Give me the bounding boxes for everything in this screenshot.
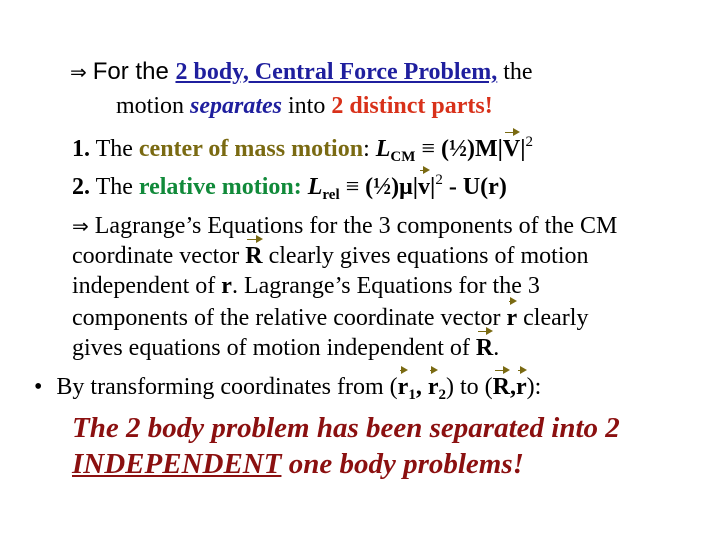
vector-r2: r xyxy=(427,374,439,400)
intro-motion-text: motion xyxy=(116,93,191,119)
vector-r: r xyxy=(515,374,527,400)
intro-into-text: into xyxy=(282,93,332,119)
lagrange-line-2 xyxy=(72,242,589,270)
lagrange-line-3 xyxy=(72,272,540,300)
lagrange-text: gives equations of motion independent of xyxy=(72,335,476,361)
lagrange-line-1 xyxy=(72,212,617,240)
rel-subscript: rel xyxy=(322,187,340,203)
vector-r: r xyxy=(506,305,518,331)
lagrange-text: independent of xyxy=(72,273,222,299)
vector-R: R xyxy=(475,335,494,361)
half-m-text: (½)M| xyxy=(440,136,503,162)
square-superscript: 2 xyxy=(435,172,443,188)
lagrange-text: Lagrange’s Equations for the 3 components of the CM xyxy=(88,213,618,239)
comma: , xyxy=(415,374,428,400)
vector-R: R xyxy=(245,243,263,269)
lagrange-text: clearly gives equations of motion xyxy=(262,243,589,269)
separates-word: separates xyxy=(190,93,283,119)
conclusion-text: one body problems! xyxy=(281,448,524,480)
item-2-number: 2. xyxy=(72,174,90,200)
intro-text: For the xyxy=(92,58,176,85)
problem-highlight: 2 body, Central Force Problem, xyxy=(175,59,498,85)
distinct-parts-text: 2 distinct parts! xyxy=(331,93,493,119)
subscript-1: 1 xyxy=(408,387,416,403)
half-mu-text: (½)μ| xyxy=(365,174,419,200)
intro-text-end: the xyxy=(497,59,533,85)
equiv-symbol: ≡ xyxy=(339,174,366,200)
equiv-symbol: ≡ xyxy=(415,136,441,162)
conclusion-line-2 xyxy=(72,446,620,482)
center-of-mass-label: center of mass motion xyxy=(138,136,364,162)
r-symbol: r xyxy=(221,273,232,299)
lagrangian-symbol: L xyxy=(307,174,323,200)
item-1-text: The xyxy=(90,136,139,162)
bullet-dot: • xyxy=(34,374,43,400)
intro-line-1 xyxy=(70,58,533,86)
bullet-line xyxy=(34,373,541,401)
lagrange-text: . Lagrange’s Equations for the 3 xyxy=(231,273,540,299)
cm-subscript: CM xyxy=(390,149,416,165)
independent-word: INDEPENDENT xyxy=(72,448,282,480)
item-1-colon: : xyxy=(363,136,376,162)
bullet-end: ): xyxy=(526,374,542,400)
item-1-number: 1. xyxy=(72,136,90,162)
abs-bar: | xyxy=(520,136,526,162)
item-1 xyxy=(72,135,533,163)
conclusion-line-1: The 2 body problem has been separated into 2 xyxy=(72,412,620,444)
subscript-2: 2 xyxy=(438,387,446,403)
lagrange-text: . xyxy=(493,335,500,361)
relative-motion-label: relative motion: xyxy=(138,174,302,200)
abs-bar: | xyxy=(430,174,436,200)
vector-r1: r xyxy=(397,374,409,400)
implies-arrow-icon: ⇒ xyxy=(70,60,87,84)
bullet-to-text: ) to ( xyxy=(445,374,493,400)
potential-term: - U(r) xyxy=(442,174,507,200)
vector-V: V xyxy=(502,136,521,162)
item-2 xyxy=(72,173,507,201)
comma: , xyxy=(509,374,516,400)
square-superscript: 2 xyxy=(525,134,534,150)
vector-R: R xyxy=(492,374,510,400)
lagrange-text: coordinate vector xyxy=(72,243,246,269)
lagrange-text: components of the relative coordinate vector xyxy=(72,305,507,331)
lagrange-text: clearly xyxy=(517,305,589,331)
implies-arrow-icon: ⇒ xyxy=(72,214,89,238)
lagrange-line-4 xyxy=(72,304,588,332)
intro-line-2 xyxy=(116,92,493,120)
lagrangian-symbol: L xyxy=(375,136,391,162)
bullet-text: By transforming coordinates from ( xyxy=(56,374,398,400)
item-2-text: The xyxy=(90,174,139,200)
vector-v: v xyxy=(418,174,431,200)
lagrange-line-5 xyxy=(72,334,499,362)
conclusion xyxy=(72,410,620,482)
